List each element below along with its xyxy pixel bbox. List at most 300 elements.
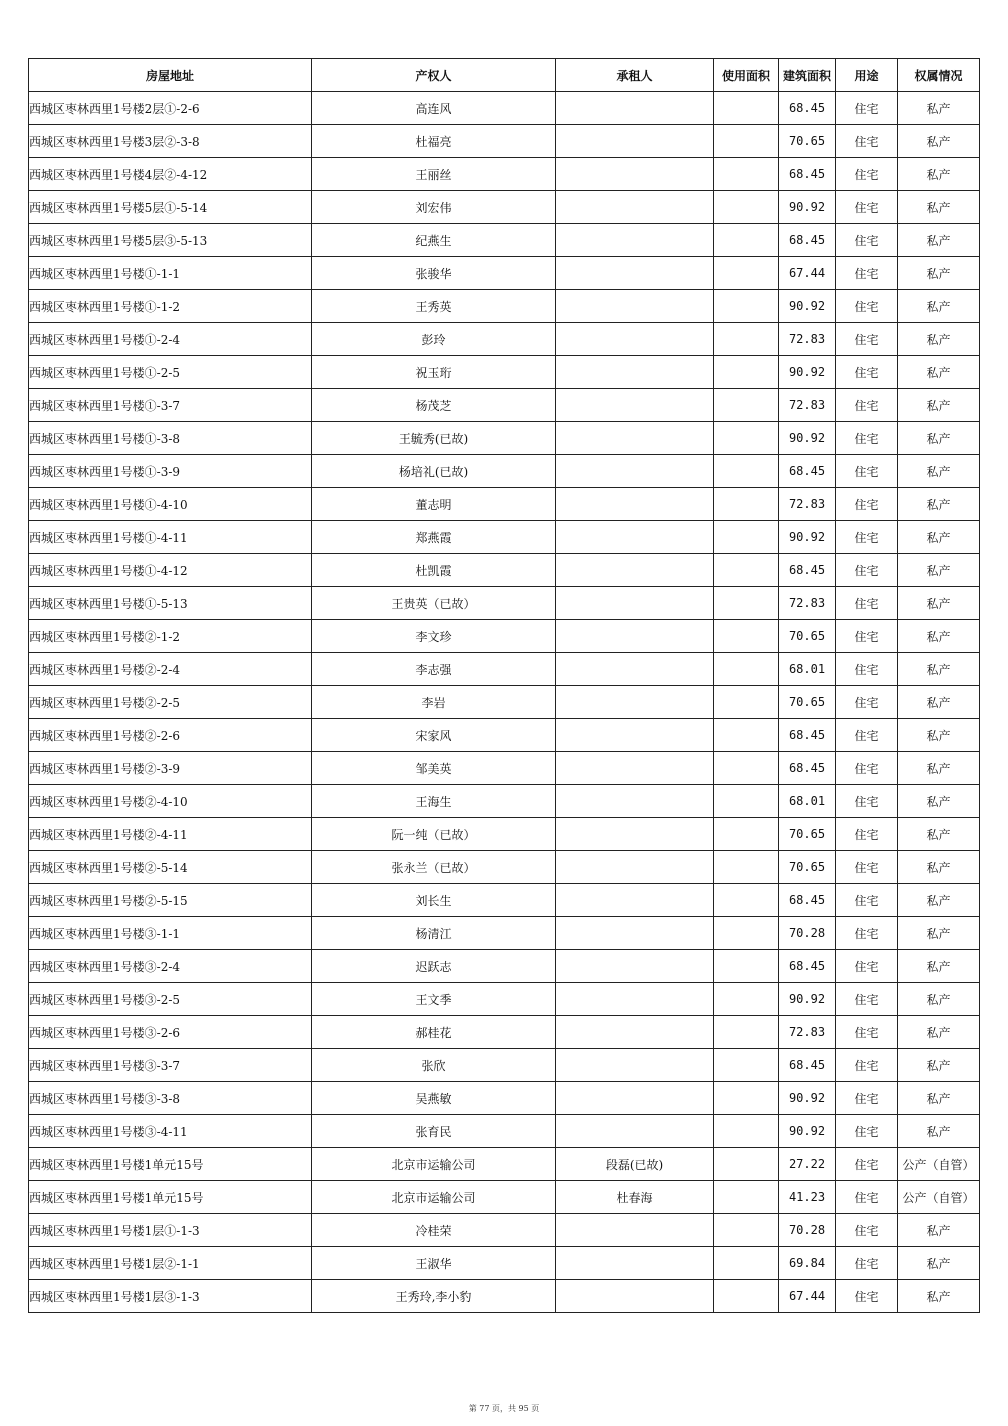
cell-tenant	[556, 224, 714, 257]
cell-tenant	[556, 752, 714, 785]
cell-usage: 住宅	[836, 1082, 898, 1115]
table-row	[29, 356, 980, 389]
cell-address: 西城区枣林西里1号楼③-4-11	[29, 1115, 312, 1148]
cell-address: 西城区枣林西里1号楼1单元15号	[29, 1148, 312, 1181]
table-row	[29, 455, 980, 488]
cell-ownership: 私产	[898, 653, 980, 686]
cell-usable-area	[714, 1214, 779, 1247]
cell-owner: 李志强	[312, 653, 556, 686]
cell-usable-area	[714, 851, 779, 884]
cell-owner: 董志明	[312, 488, 556, 521]
header-building-area: 建筑面积	[779, 59, 836, 92]
cell-ownership: 私产	[898, 620, 980, 653]
header-usable-area: 使用面积	[714, 59, 779, 92]
cell-usable-area	[714, 686, 779, 719]
cell-owner: 杨培礼(已故)	[312, 455, 556, 488]
cell-usable-area	[714, 1049, 779, 1082]
cell-owner: 杜凯霞	[312, 554, 556, 587]
cell-tenant	[556, 323, 714, 356]
table-row	[29, 521, 980, 554]
cell-usage: 住宅	[836, 851, 898, 884]
cell-address: 西城区枣林西里1号楼①-1-2	[29, 290, 312, 323]
table-row	[29, 158, 980, 191]
cell-usage: 住宅	[836, 983, 898, 1016]
cell-address: 西城区枣林西里1号楼①-4-11	[29, 521, 312, 554]
cell-address: 西城区枣林西里1号楼4层②-4-12	[29, 158, 312, 191]
cell-owner: 吴燕敏	[312, 1082, 556, 1115]
header-tenant: 承租人	[556, 59, 714, 92]
cell-owner: 王贵英（已故）	[312, 587, 556, 620]
cell-tenant	[556, 1115, 714, 1148]
cell-building-area: 69.84	[779, 1247, 836, 1280]
cell-address: 西城区枣林西里1号楼1层③-1-3	[29, 1280, 312, 1313]
cell-usage: 住宅	[836, 1280, 898, 1313]
cell-ownership: 私产	[898, 290, 980, 323]
cell-ownership: 私产	[898, 1082, 980, 1115]
cell-tenant	[556, 851, 714, 884]
cell-building-area: 67.44	[779, 257, 836, 290]
cell-address: 西城区枣林西里1号楼②-3-9	[29, 752, 312, 785]
cell-ownership: 私产	[898, 389, 980, 422]
cell-address: 西城区枣林西里1号楼③-3-8	[29, 1082, 312, 1115]
cell-ownership: 私产	[898, 851, 980, 884]
cell-owner: 迟跃志	[312, 950, 556, 983]
cell-ownership: 私产	[898, 1016, 980, 1049]
cell-tenant	[556, 1082, 714, 1115]
cell-building-area: 70.65	[779, 818, 836, 851]
table-row	[29, 950, 980, 983]
cell-tenant	[556, 389, 714, 422]
cell-building-area: 68.45	[779, 158, 836, 191]
cell-owner: 冷桂荣	[312, 1214, 556, 1247]
cell-address: 西城区枣林西里1号楼②-1-2	[29, 620, 312, 653]
table-row	[29, 884, 980, 917]
cell-ownership: 私产	[898, 1049, 980, 1082]
cell-address: 西城区枣林西里1号楼①-3-9	[29, 455, 312, 488]
cell-tenant	[556, 521, 714, 554]
page-number-footer: 第 77 页，共 95 页	[468, 1404, 540, 1413]
cell-building-area: 72.83	[779, 1016, 836, 1049]
table-row	[29, 620, 980, 653]
cell-usable-area	[714, 719, 779, 752]
cell-usable-area	[714, 356, 779, 389]
cell-owner: 王淑华	[312, 1247, 556, 1280]
cell-usage: 住宅	[836, 356, 898, 389]
cell-tenant	[556, 455, 714, 488]
cell-owner: 阮一纯（已故）	[312, 818, 556, 851]
table-row	[29, 917, 980, 950]
cell-usage: 住宅	[836, 653, 898, 686]
cell-building-area: 70.65	[779, 851, 836, 884]
cell-building-area: 70.65	[779, 125, 836, 158]
cell-usage: 住宅	[836, 884, 898, 917]
cell-building-area: 72.83	[779, 323, 836, 356]
cell-address: 西城区枣林西里1号楼②-5-15	[29, 884, 312, 917]
table-row	[29, 1082, 980, 1115]
table-row	[29, 1247, 980, 1280]
cell-usage: 住宅	[836, 686, 898, 719]
cell-tenant	[556, 686, 714, 719]
cell-usage: 住宅	[836, 554, 898, 587]
cell-building-area: 72.83	[779, 389, 836, 422]
header-row	[29, 59, 980, 92]
cell-owner: 高连风	[312, 92, 556, 125]
cell-usage: 住宅	[836, 719, 898, 752]
cell-address: 西城区枣林西里1号楼②-2-4	[29, 653, 312, 686]
table-row	[29, 488, 980, 521]
cell-ownership: 私产	[898, 92, 980, 125]
table-row	[29, 1148, 980, 1181]
cell-owner: 王文季	[312, 983, 556, 1016]
header-address: 房屋地址	[29, 59, 312, 92]
cell-owner: 纪燕生	[312, 224, 556, 257]
cell-tenant	[556, 587, 714, 620]
cell-tenant	[556, 917, 714, 950]
cell-building-area: 68.45	[779, 554, 836, 587]
cell-building-area: 68.01	[779, 653, 836, 686]
cell-tenant	[556, 92, 714, 125]
cell-tenant	[556, 719, 714, 752]
cell-ownership: 私产	[898, 356, 980, 389]
cell-ownership: 私产	[898, 719, 980, 752]
table-body	[29, 92, 980, 1313]
table-row	[29, 224, 980, 257]
cell-tenant	[556, 488, 714, 521]
cell-owner: 祝玉珩	[312, 356, 556, 389]
table-row	[29, 1115, 980, 1148]
cell-usage: 住宅	[836, 92, 898, 125]
cell-usage: 住宅	[836, 257, 898, 290]
cell-usable-area	[714, 785, 779, 818]
header-usage: 用途	[836, 59, 898, 92]
cell-ownership: 私产	[898, 422, 980, 455]
header-ownership: 权属情况	[898, 59, 980, 92]
cell-usable-area	[714, 818, 779, 851]
table-row	[29, 719, 980, 752]
cell-tenant	[556, 422, 714, 455]
cell-building-area: 90.92	[779, 191, 836, 224]
cell-usable-area	[714, 620, 779, 653]
cell-owner: 王秀英	[312, 290, 556, 323]
cell-building-area: 68.45	[779, 950, 836, 983]
cell-address: 西城区枣林西里1号楼②-4-10	[29, 785, 312, 818]
cell-ownership: 私产	[898, 752, 980, 785]
cell-tenant	[556, 158, 714, 191]
cell-ownership: 公产（自管）	[898, 1181, 980, 1214]
cell-tenant	[556, 620, 714, 653]
cell-ownership: 私产	[898, 1115, 980, 1148]
table-row	[29, 1049, 980, 1082]
cell-building-area: 90.92	[779, 356, 836, 389]
cell-usage: 住宅	[836, 752, 898, 785]
cell-ownership: 私产	[898, 1280, 980, 1313]
cell-usable-area	[714, 92, 779, 125]
cell-usage: 住宅	[836, 158, 898, 191]
cell-usage: 住宅	[836, 191, 898, 224]
cell-building-area: 41.23	[779, 1181, 836, 1214]
cell-tenant	[556, 884, 714, 917]
cell-address: 西城区枣林西里1号楼①-3-8	[29, 422, 312, 455]
table-row	[29, 752, 980, 785]
cell-address: 西城区枣林西里1号楼5层③-5-13	[29, 224, 312, 257]
cell-address: 西城区枣林西里1号楼②-2-5	[29, 686, 312, 719]
cell-usage: 住宅	[836, 587, 898, 620]
cell-address: 西城区枣林西里1号楼1层①-1-3	[29, 1214, 312, 1247]
cell-building-area: 72.83	[779, 587, 836, 620]
cell-usable-area	[714, 983, 779, 1016]
cell-usable-area	[714, 1016, 779, 1049]
cell-building-area: 90.92	[779, 422, 836, 455]
cell-usage: 住宅	[836, 488, 898, 521]
cell-tenant	[556, 1016, 714, 1049]
cell-building-area: 90.92	[779, 521, 836, 554]
cell-tenant	[556, 983, 714, 1016]
cell-address: 西城区枣林西里1号楼1层②-1-1	[29, 1247, 312, 1280]
cell-owner: 郝桂花	[312, 1016, 556, 1049]
cell-usable-area	[714, 1082, 779, 1115]
cell-usable-area	[714, 521, 779, 554]
cell-usage: 住宅	[836, 917, 898, 950]
cell-usable-area	[714, 257, 779, 290]
cell-address: 西城区枣林西里1号楼②-4-11	[29, 818, 312, 851]
cell-tenant	[556, 818, 714, 851]
cell-owner: 北京市运输公司	[312, 1148, 556, 1181]
cell-usage: 住宅	[836, 1115, 898, 1148]
cell-address: 西城区枣林西里1号楼③-2-5	[29, 983, 312, 1016]
table-row	[29, 389, 980, 422]
cell-usage: 住宅	[836, 1247, 898, 1280]
cell-owner: 王海生	[312, 785, 556, 818]
cell-building-area: 90.92	[779, 1082, 836, 1115]
cell-ownership: 私产	[898, 257, 980, 290]
cell-ownership: 私产	[898, 818, 980, 851]
cell-tenant	[556, 653, 714, 686]
cell-usable-area	[714, 389, 779, 422]
cell-address: 西城区枣林西里1号楼③-1-1	[29, 917, 312, 950]
cell-building-area: 90.92	[779, 1115, 836, 1148]
cell-usable-area	[714, 224, 779, 257]
cell-building-area: 70.65	[779, 686, 836, 719]
cell-owner: 王丽丝	[312, 158, 556, 191]
cell-owner: 郑燕霞	[312, 521, 556, 554]
cell-usable-area	[714, 653, 779, 686]
table-row	[29, 1016, 980, 1049]
cell-ownership: 私产	[898, 1247, 980, 1280]
cell-usage: 住宅	[836, 224, 898, 257]
cell-ownership: 公产（自管）	[898, 1148, 980, 1181]
cell-usage: 住宅	[836, 1016, 898, 1049]
cell-usable-area	[714, 1115, 779, 1148]
cell-usage: 住宅	[836, 422, 898, 455]
cell-tenant	[556, 356, 714, 389]
cell-usable-area	[714, 323, 779, 356]
cell-ownership: 私产	[898, 554, 980, 587]
cell-usable-area	[714, 1181, 779, 1214]
cell-usable-area	[714, 884, 779, 917]
cell-tenant	[556, 1049, 714, 1082]
cell-address: 西城区枣林西里1号楼①-1-1	[29, 257, 312, 290]
cell-address: 西城区枣林西里1号楼③-2-6	[29, 1016, 312, 1049]
table-row	[29, 125, 980, 158]
cell-building-area: 68.45	[779, 752, 836, 785]
table-row	[29, 587, 980, 620]
cell-owner: 李文珍	[312, 620, 556, 653]
cell-building-area: 68.45	[779, 224, 836, 257]
cell-ownership: 私产	[898, 785, 980, 818]
cell-usage: 住宅	[836, 389, 898, 422]
cell-building-area: 68.45	[779, 455, 836, 488]
cell-owner: 李岩	[312, 686, 556, 719]
cell-usable-area	[714, 290, 779, 323]
cell-owner: 王秀玲,李小豹	[312, 1280, 556, 1313]
cell-address: 西城区枣林西里1号楼③-3-7	[29, 1049, 312, 1082]
cell-ownership: 私产	[898, 158, 980, 191]
cell-owner: 张育民	[312, 1115, 556, 1148]
cell-usable-area	[714, 1148, 779, 1181]
table-row	[29, 1181, 980, 1214]
cell-owner: 邹美英	[312, 752, 556, 785]
cell-tenant	[556, 290, 714, 323]
cell-tenant	[556, 950, 714, 983]
cell-ownership: 私产	[898, 983, 980, 1016]
cell-address: 西城区枣林西里1号楼5层①-5-14	[29, 191, 312, 224]
cell-usage: 住宅	[836, 1181, 898, 1214]
cell-ownership: 私产	[898, 521, 980, 554]
cell-usage: 住宅	[836, 455, 898, 488]
cell-address: 西城区枣林西里1号楼③-2-4	[29, 950, 312, 983]
table-row	[29, 257, 980, 290]
cell-building-area: 68.45	[779, 884, 836, 917]
cell-tenant: 杜春海	[556, 1181, 714, 1214]
cell-usable-area	[714, 554, 779, 587]
cell-tenant	[556, 554, 714, 587]
cell-tenant	[556, 785, 714, 818]
cell-usage: 住宅	[836, 620, 898, 653]
cell-owner: 杜福亮	[312, 125, 556, 158]
cell-tenant	[556, 191, 714, 224]
cell-ownership: 私产	[898, 191, 980, 224]
cell-tenant	[556, 125, 714, 158]
cell-ownership: 私产	[898, 1214, 980, 1247]
cell-ownership: 私产	[898, 950, 980, 983]
table-row	[29, 1214, 980, 1247]
cell-usage: 住宅	[836, 1214, 898, 1247]
cell-usable-area	[714, 488, 779, 521]
cell-address: 西城区枣林西里1号楼①-2-4	[29, 323, 312, 356]
cell-ownership: 私产	[898, 587, 980, 620]
cell-ownership: 私产	[898, 323, 980, 356]
cell-building-area: 90.92	[779, 290, 836, 323]
cell-address: 西城区枣林西里1号楼①-5-13	[29, 587, 312, 620]
property-register-table	[28, 58, 980, 1313]
table-row	[29, 323, 980, 356]
cell-owner: 北京市运输公司	[312, 1181, 556, 1214]
cell-building-area: 68.45	[779, 1049, 836, 1082]
cell-usable-area	[714, 125, 779, 158]
cell-owner: 王毓秀(已故)	[312, 422, 556, 455]
cell-usable-area	[714, 917, 779, 950]
table-row	[29, 686, 980, 719]
cell-usable-area	[714, 587, 779, 620]
cell-building-area: 68.45	[779, 92, 836, 125]
table-row	[29, 1280, 980, 1313]
cell-usage: 住宅	[836, 323, 898, 356]
cell-address: 西城区枣林西里1号楼①-4-10	[29, 488, 312, 521]
cell-usable-area	[714, 422, 779, 455]
cell-building-area: 68.01	[779, 785, 836, 818]
cell-address: 西城区枣林西里1号楼①-2-5	[29, 356, 312, 389]
table-row	[29, 983, 980, 1016]
cell-tenant	[556, 257, 714, 290]
cell-usage: 住宅	[836, 290, 898, 323]
cell-building-area: 27.22	[779, 1148, 836, 1181]
cell-owner: 宋家风	[312, 719, 556, 752]
cell-tenant	[556, 1214, 714, 1247]
cell-address: 西城区枣林西里1号楼1单元15号	[29, 1181, 312, 1214]
cell-ownership: 私产	[898, 455, 980, 488]
table-row	[29, 785, 980, 818]
cell-usage: 住宅	[836, 950, 898, 983]
cell-owner: 张永兰（已故）	[312, 851, 556, 884]
cell-usable-area	[714, 1247, 779, 1280]
cell-owner: 杨茂芝	[312, 389, 556, 422]
cell-building-area: 67.44	[779, 1280, 836, 1313]
table-row	[29, 653, 980, 686]
cell-address: 西城区枣林西里1号楼①-3-7	[29, 389, 312, 422]
cell-ownership: 私产	[898, 884, 980, 917]
cell-usage: 住宅	[836, 521, 898, 554]
cell-usable-area	[714, 455, 779, 488]
cell-ownership: 私产	[898, 125, 980, 158]
cell-usage: 住宅	[836, 818, 898, 851]
cell-usage: 住宅	[836, 785, 898, 818]
cell-owner: 刘长生	[312, 884, 556, 917]
cell-address: 西城区枣林西里1号楼②-2-6	[29, 719, 312, 752]
table-row	[29, 554, 980, 587]
cell-building-area: 70.65	[779, 620, 836, 653]
cell-owner: 彭玲	[312, 323, 556, 356]
cell-ownership: 私产	[898, 488, 980, 521]
cell-usage: 住宅	[836, 1049, 898, 1082]
cell-usage: 住宅	[836, 125, 898, 158]
cell-usable-area	[714, 158, 779, 191]
cell-owner: 杨清江	[312, 917, 556, 950]
cell-building-area: 68.45	[779, 719, 836, 752]
table-row	[29, 422, 980, 455]
cell-usable-area	[714, 191, 779, 224]
table-row	[29, 92, 980, 125]
table-row	[29, 290, 980, 323]
cell-building-area: 70.28	[779, 917, 836, 950]
cell-building-area: 70.28	[779, 1214, 836, 1247]
cell-usable-area	[714, 1280, 779, 1313]
cell-tenant	[556, 1280, 714, 1313]
cell-building-area: 72.83	[779, 488, 836, 521]
cell-address: 西城区枣林西里1号楼①-4-12	[29, 554, 312, 587]
table-row	[29, 851, 980, 884]
table-row	[29, 191, 980, 224]
cell-owner: 张骏华	[312, 257, 556, 290]
cell-ownership: 私产	[898, 224, 980, 257]
cell-owner: 张欣	[312, 1049, 556, 1082]
cell-address: 西城区枣林西里1号楼3层②-3-8	[29, 125, 312, 158]
cell-usable-area	[714, 950, 779, 983]
cell-owner: 刘宏伟	[312, 191, 556, 224]
cell-address: 西城区枣林西里1号楼②-5-14	[29, 851, 312, 884]
cell-address: 西城区枣林西里1号楼2层①-2-6	[29, 92, 312, 125]
table-row	[29, 818, 980, 851]
cell-ownership: 私产	[898, 686, 980, 719]
